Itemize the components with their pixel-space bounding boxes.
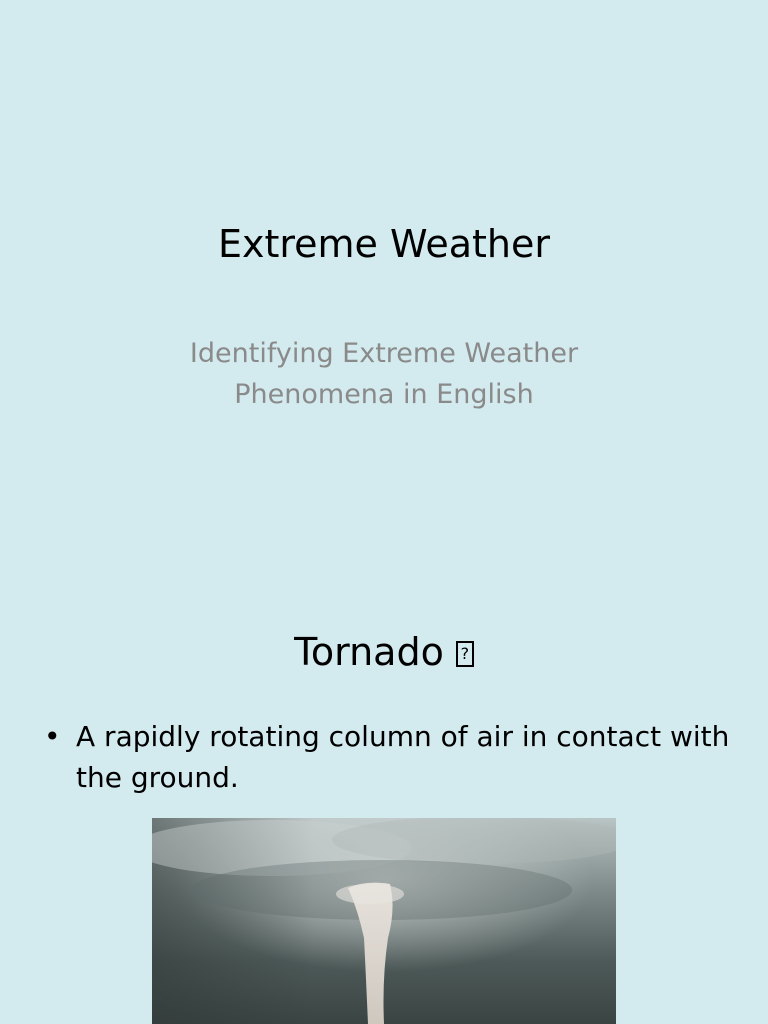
slide-subtitle (0, 333, 768, 415)
bullet-item (40, 716, 730, 798)
missing-glyph-icon (456, 641, 474, 667)
bullet-text: A rapidly rotating column of air in contact with the ground. (76, 720, 730, 794)
subtitle-line-1: Identifying Extreme Weather (189, 338, 579, 369)
slide-heading-text: Tornado (294, 630, 444, 674)
slide-heading (0, 626, 768, 678)
tornado-photo (152, 818, 616, 1024)
subtitle-line-2: Phenomena in English (234, 379, 534, 410)
content-slide (0, 576, 768, 1024)
bullet-list (40, 716, 730, 798)
bullet-dot-icon: • (44, 720, 61, 753)
slide-title: Extreme Weather (217, 222, 551, 266)
